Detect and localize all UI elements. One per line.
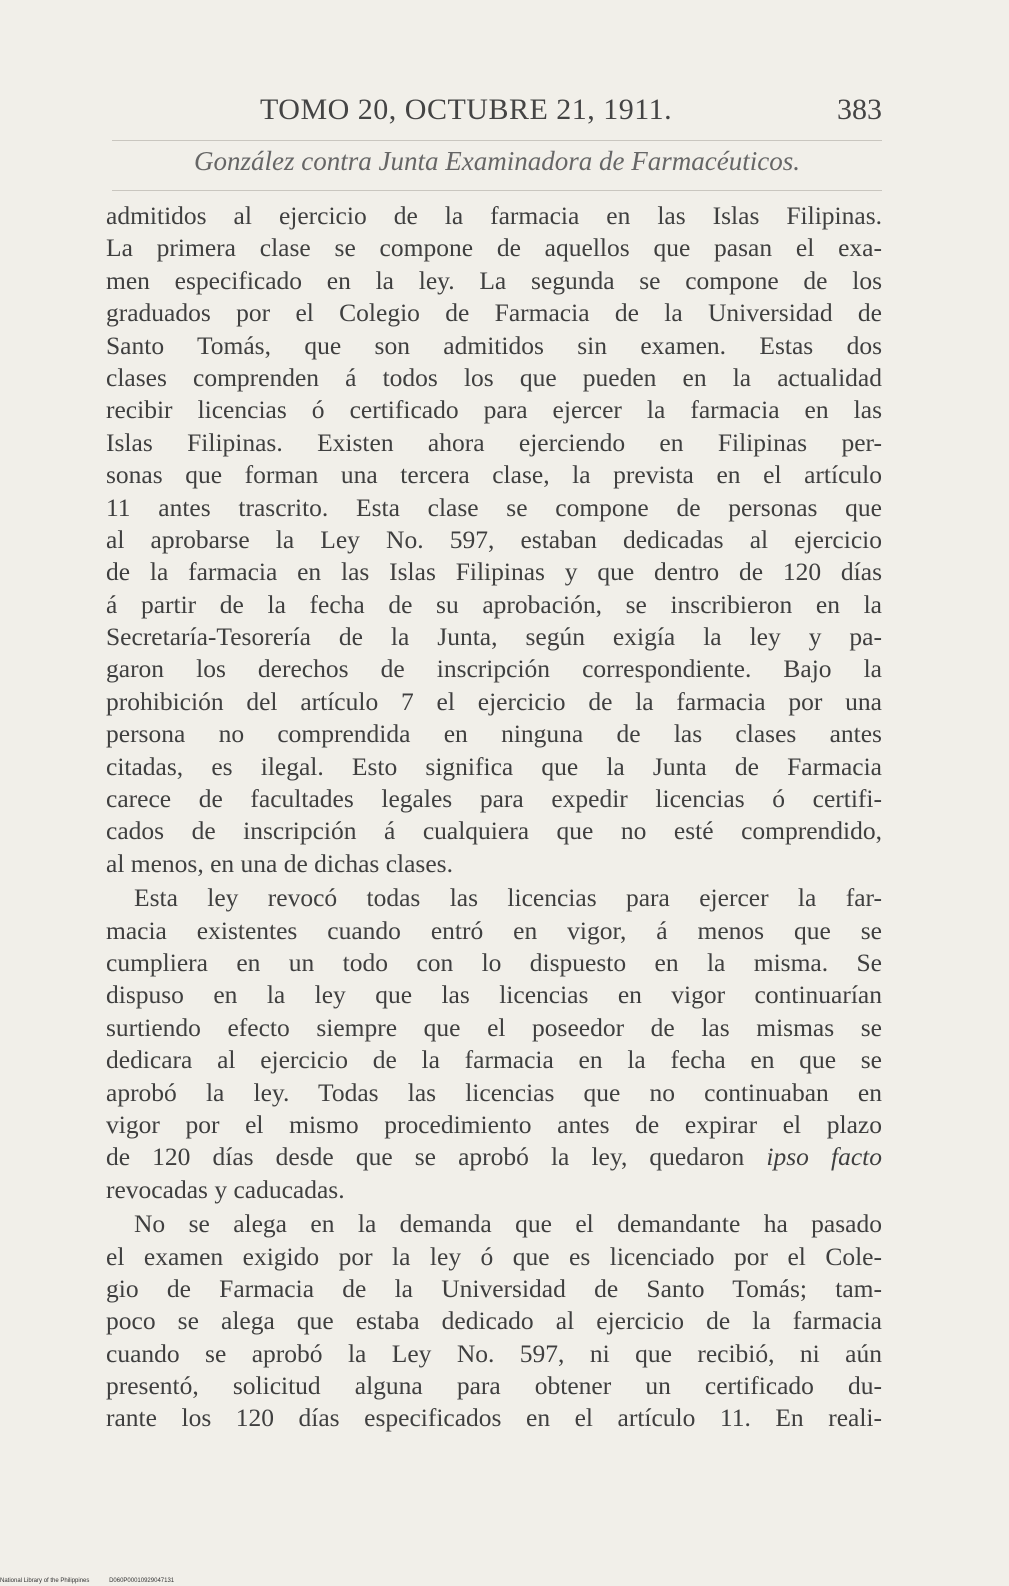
- page-header: [110, 93, 882, 133]
- page-footer: [0, 1578, 192, 1584]
- text-line: No se alega en la demanda que el demandante ha pasado: [134, 1209, 882, 1239]
- text-line: al aprobarse la Ley No. 597, estaban dedicadas al ejercicio: [106, 524, 882, 554]
- page-number: 383: [837, 93, 882, 126]
- text-line: al menos, en una de dichas clases.: [106, 848, 453, 878]
- text-line: carece de facultades legales para expedir licencias ó certifi-: [106, 784, 882, 814]
- text-line: persona no comprendida en ninguna de las clases antes: [106, 719, 882, 749]
- text-line: Santo Tomás, que son admitidos sin examen. Estas dos: [106, 330, 882, 360]
- text-line: de 120 días desde que se aprobó la ley, quedaron ipso facto: [106, 1142, 882, 1172]
- footer-library: National Library of the Philippines: [0, 1578, 90, 1584]
- text-line: men especificado en la ley. La segunda se compone de los: [106, 265, 882, 295]
- text-line: cados de inscripción á cualquiera que no esté comprendido,: [106, 816, 882, 846]
- paragraph-3: [106, 1208, 882, 1435]
- text-line: revocadas y caducadas.: [106, 1174, 345, 1204]
- body-text: [106, 200, 882, 1435]
- running-head: TOMO 20, OCTUBRE 21, 1911.: [260, 93, 673, 126]
- text-line: de la farmacia en las Islas Filipinas y que dentro de 120 días: [106, 557, 882, 587]
- text-line: Esta ley revocó todas las licencias para ejercer la far-: [134, 883, 882, 913]
- case-title: González contra Junta Examinadora de Farmacéuticos.: [194, 146, 800, 176]
- text-line: garon los derechos de inscripción correspondiente. Bajo la: [106, 654, 882, 684]
- text-line: rante los 120 días especificados en el artículo 11. En reali-: [106, 1403, 882, 1433]
- footer-code: D060P00010929047131: [109, 1578, 175, 1584]
- text-line: cumpliera en un todo con lo dispuesto en la misma. Se: [106, 947, 882, 977]
- text-line: surtiendo efecto siempre que el poseedor de las mismas se: [106, 1012, 882, 1042]
- text-line: citadas, es ilegal. Esto significa que la Junta de Farmacia: [106, 751, 882, 781]
- text-line: á partir de la fecha de su aprobación, se inscribieron en la: [106, 589, 882, 619]
- paragraph-2: [106, 882, 882, 1206]
- text-line: prohibición del artículo 7 el ejercicio de la farmacia por una: [106, 686, 882, 716]
- header-rule-top: [112, 140, 882, 141]
- text-line: 11 antes trascrito. Esta clase se compone de personas que: [106, 492, 882, 522]
- text-line: aprobó la ley. Todas las licencias que no continuaban en: [106, 1077, 882, 1107]
- text-line: Islas Filipinas. Existen ahora ejerciendo en Filipinas per-: [106, 427, 882, 457]
- text-line: dedicara al ejercicio de la farmacia en la fecha en que se: [106, 1045, 882, 1075]
- text-line: dispuso en la ley que las licencias en vigor continuarían: [106, 980, 882, 1010]
- italic-phrase: ipso facto: [766, 1142, 882, 1172]
- text-line: graduados por el Colegio de Farmacia de la Universidad de: [106, 298, 882, 328]
- text-line: sonas que forman una tercera clase, la prevista en el artículo: [106, 460, 882, 490]
- paragraph-1: [106, 200, 882, 880]
- header-rule-bottom: [112, 190, 882, 191]
- text-line: el examen exigido por la ley ó que es licenciado por el Cole-: [106, 1241, 882, 1271]
- text-line: poco se alega que estaba dedicado al ejercicio de la farmacia: [106, 1306, 882, 1336]
- text-line: gio de Farmacia de la Universidad de Santo Tomás; tam-: [106, 1273, 882, 1303]
- text-line: vigor por el mismo procedimiento antes de expirar el plazo: [106, 1109, 882, 1139]
- text-line: presentó, solicitud alguna para obtener un certificado du-: [106, 1371, 882, 1401]
- text-line: macia existentes cuando entró en vigor, á menos que se: [106, 915, 882, 945]
- text-line: recibir licencias ó certificado para ejercer la farmacia en las: [106, 395, 882, 425]
- text-line: Secretaría-Tesorería de la Junta, según exigía la ley y pa-: [106, 622, 882, 652]
- text-line: admitidos al ejercicio de la farmacia en las Islas Filipinas.: [106, 201, 882, 230]
- text-line: cuando se aprobó la Ley No. 597, ni que recibió, ni aún: [106, 1338, 882, 1368]
- text-line: clases comprenden á todos los que pueden en la actualidad: [106, 362, 882, 392]
- text-line: La primera clase se compone de aquellos que pasan el exa-: [106, 233, 882, 263]
